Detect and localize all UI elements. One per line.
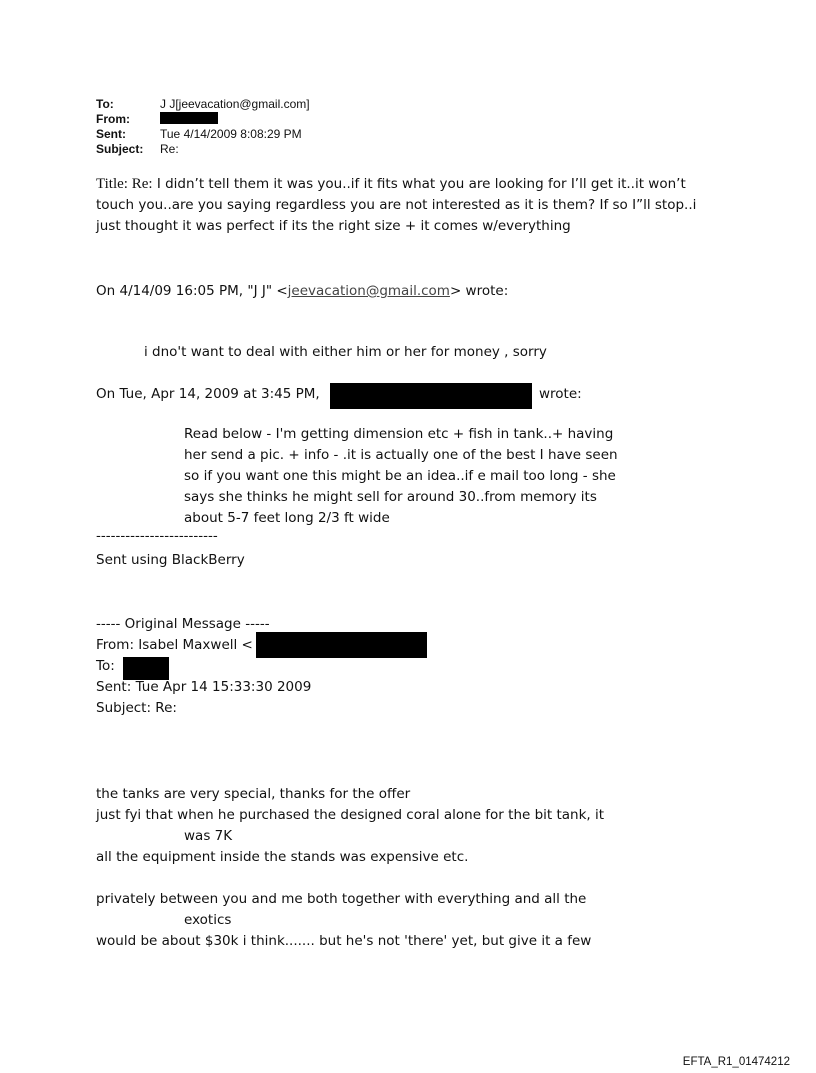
subject-label: Subject: (96, 142, 144, 156)
sent-value: Tue 4/14/2009 8:08:29 PM (160, 127, 302, 141)
message3-line: would be about $30k i think....... but he's not 'there' yet, but give it a few (96, 933, 592, 949)
quote1-email-link[interactable]: jeevacation@gmail.com (287, 283, 450, 299)
message1-line2: touch you..are you saying regardless you are not interested as it is them? If so I”ll stop..i (96, 197, 697, 213)
redaction-quote2 (330, 383, 532, 409)
signature-separator: ------------------------- (96, 528, 218, 544)
message3-line: was 7K (184, 828, 233, 844)
message2-line: her send a pic. + info - .it is actually one of the best I have seen (184, 447, 618, 463)
message3-line: the tanks are very special, thanks for the offer (96, 786, 411, 802)
quote1-prefix: On 4/14/09 16:05 PM, "J J" < (96, 283, 288, 299)
original-to: To: (96, 658, 115, 674)
message2-line: Read below - I'm getting dimension etc + fish in tank..+ having (184, 426, 614, 442)
message1-line1 (96, 174, 686, 195)
message2-line: about 5-7 feet long 2/3 ft wide (184, 510, 390, 526)
quote1-line (96, 281, 508, 302)
message3-line: privately between you and me both together with everything and all the (96, 891, 587, 907)
title-prefix: Title: Re: (96, 176, 153, 192)
message2-line: so if you want one this might be an idea..if e mail too long - she (184, 468, 616, 484)
original-from: From: Isabel Maxwell < (96, 637, 253, 653)
original-header: ----- Original Message ----- (96, 616, 270, 632)
message1-line1-text: I didn’t tell them it was you..if it fits what you are looking for I’ll get it..it won’t (152, 176, 686, 192)
message3-line: just fyi that when he purchased the designed coral alone for the bit tank, it (96, 807, 605, 823)
message3-line: exotics (184, 912, 232, 928)
from-label: From: (96, 112, 130, 126)
reply1-text: i dno't want to deal with either him or her for money , sorry (144, 344, 547, 360)
subject-value: Re: (160, 142, 179, 156)
quote1-suffix: > wrote: (449, 283, 509, 299)
signature: Sent using BlackBerry (96, 552, 245, 568)
sent-label: Sent: (96, 127, 126, 141)
document-id: EFTA_R1_01474212 (682, 1056, 790, 1068)
to-value: J J[jeevacation@gmail.com] (160, 97, 310, 111)
message1-line3: just thought it was perfect if its the right size + it comes w/everything (96, 218, 571, 234)
message3-line: all the equipment inside the stands was expensive etc. (96, 849, 469, 865)
message2-line: says she thinks he might sell for around 30..from memory its (184, 489, 597, 505)
original-subject: Subject: Re: (96, 700, 177, 716)
quote2-suffix: wrote: (539, 386, 582, 402)
redaction-from (160, 112, 218, 124)
original-sent: Sent: Tue Apr 14 15:33:30 2009 (96, 679, 312, 695)
quote2-prefix: On Tue, Apr 14, 2009 at 3:45 PM, (96, 386, 320, 402)
to-label: To: (96, 97, 114, 111)
redaction-original-from (256, 632, 427, 658)
